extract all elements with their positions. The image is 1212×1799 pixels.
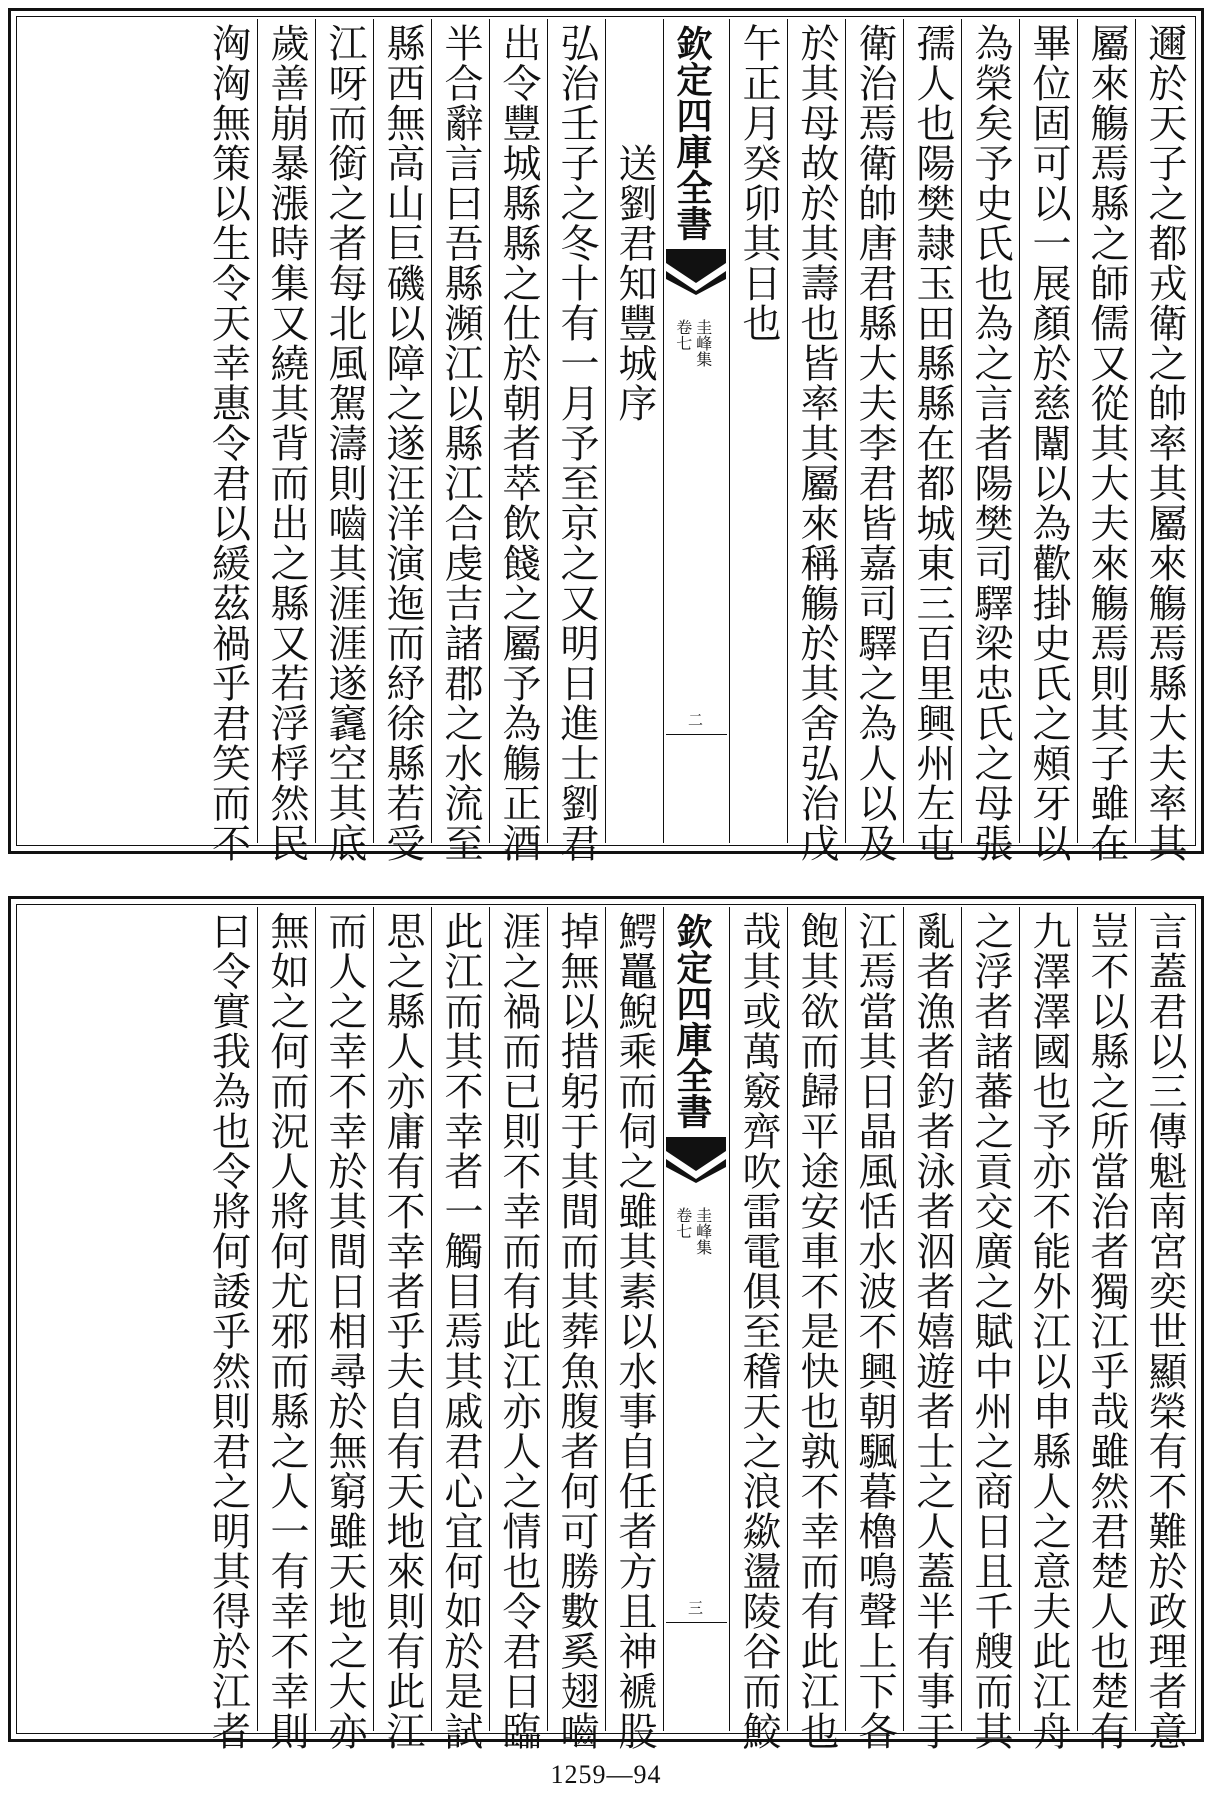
text-column: 思之縣人亦庸有不幸者乎夫自有天地來則有此江 bbox=[373, 907, 431, 1731]
text-column: 之浮者諸蕃之貢交廣之賦中州之商日且千艘而其 bbox=[961, 907, 1019, 1731]
text-column: 衛治焉衛帥唐君縣大夫李君皆嘉司驛之為人以及 bbox=[845, 19, 903, 843]
fish-tail-mark-icon bbox=[666, 1137, 726, 1183]
text-column: 鰐鼉鯢乘而伺之雖其素以水事自任者方且神褫股 bbox=[605, 907, 663, 1731]
spine-rule bbox=[666, 734, 727, 735]
text-column: 於其母故於其壽也皆率其屬來稱觴於其舍弘治戊 bbox=[787, 19, 845, 843]
text-column-title: 送劉君知豐城序 bbox=[605, 19, 663, 843]
text-column: 孺人也陽樊隷玉田縣縣在都城東三百里興州左屯 bbox=[903, 19, 961, 843]
folio-number: 三 bbox=[688, 1599, 704, 1617]
page-top bbox=[8, 8, 1204, 863]
center-spine bbox=[663, 907, 729, 1731]
text-column: 縣西無高山巨磯以障之遂汪洋演迤而紓徐縣若受 bbox=[373, 19, 431, 843]
page-number-footer: 1259—94 bbox=[550, 1760, 662, 1789]
page-bottom bbox=[8, 896, 1204, 1751]
text-column: 涯之禍而已則不幸而有此江亦人之情也令君日臨 bbox=[489, 907, 547, 1731]
text-column: 歲善崩暴漲時集又繞其背而出之縣又若浮桴然民 bbox=[257, 19, 315, 843]
collection-name: 圭峰集 bbox=[693, 319, 713, 367]
text-column: 江呀而銜之者每北風駕濤則嚙其涯涯遂竁空其底 bbox=[315, 19, 373, 843]
text-column: 洶洶無策以生令天幸惠令君以緩茲禍乎君笑而不 bbox=[205, 23, 251, 863]
series-title: 欽定四庫全書 bbox=[671, 25, 713, 241]
text-column: 九澤澤國也予亦不能外江以申縣人之意夫此江舟 bbox=[1019, 907, 1077, 1731]
text-column: 哉其或萬竅齊吹雷電俱至稽天之浪歘盪陵谷而鮫 bbox=[729, 907, 787, 1731]
text-column: 出令豐城縣縣之仕於朝者萃飲餞之屬予為觴正酒 bbox=[489, 19, 547, 843]
collection-name: 圭峰集 bbox=[693, 1207, 713, 1255]
spine-rule bbox=[666, 1622, 727, 1623]
text-column: 江焉當其日晶風恬水波不興朝颿暮櫓鳴聲上下各 bbox=[845, 907, 903, 1731]
text-columns-bottom bbox=[19, 907, 1193, 1751]
series-title: 欽定四庫全書 bbox=[671, 913, 713, 1129]
text-column: 言蓋君以三傳魁南宮奕世顯榮有不難於政理者意 bbox=[1135, 907, 1193, 1731]
center-spine bbox=[663, 19, 729, 843]
text-column: 而人之幸不幸於其間日相尋於無窮雖天地之大亦 bbox=[315, 907, 373, 1731]
text-columns-top bbox=[19, 19, 1193, 863]
text-column: 豈不以縣之所當治者獨江乎哉雖然君楚人也楚有 bbox=[1077, 907, 1135, 1731]
text-column: 飽其欲而歸平途安車不是快也孰不幸而有此江也 bbox=[787, 907, 845, 1731]
text-column: 畢位固可以一展顏於慈闈以為歡掛史氏之頰牙以 bbox=[1019, 19, 1077, 843]
text-column: 午正月癸卯其日也 bbox=[729, 19, 787, 843]
juan-number: 卷七 bbox=[673, 319, 693, 351]
text-column: 無如之何而況人將何尤邪而縣之人一有幸不幸則 bbox=[257, 907, 315, 1731]
text-column: 亂者漁者釣者泳者泅者嬉遊者士之人蓋半有事于 bbox=[903, 907, 961, 1731]
text-column: 邇於天子之都戎衛之帥率其屬來觴焉縣大夫率其 bbox=[1135, 19, 1193, 843]
fish-tail-mark-icon bbox=[666, 249, 726, 295]
text-column: 半合辭言曰吾縣瀕江以縣江合虔吉諸郡之水流至 bbox=[431, 19, 489, 843]
folio-number: 二 bbox=[688, 711, 704, 729]
text-column: 為榮矣予史氏也為之言者陽樊司驛梁忠氏之母張 bbox=[961, 19, 1019, 843]
text-column: 此江而其不幸者一觸目焉其戚君心宜何如於是試 bbox=[431, 907, 489, 1731]
text-column: 弘治壬子之冬十有一月予至京之又明日進士劉君 bbox=[547, 19, 605, 843]
text-column: 屬來觴焉縣之師儒又從其大夫來觴焉則其子雖在 bbox=[1077, 19, 1135, 843]
text-column: 曰令實我為也令將何諉乎然則君之明其得於江者 bbox=[205, 911, 251, 1751]
text-column: 掉無以措躬于其間而其葬魚腹者何可勝數奚翅嚙 bbox=[547, 907, 605, 1731]
juan-number: 卷七 bbox=[673, 1207, 693, 1239]
